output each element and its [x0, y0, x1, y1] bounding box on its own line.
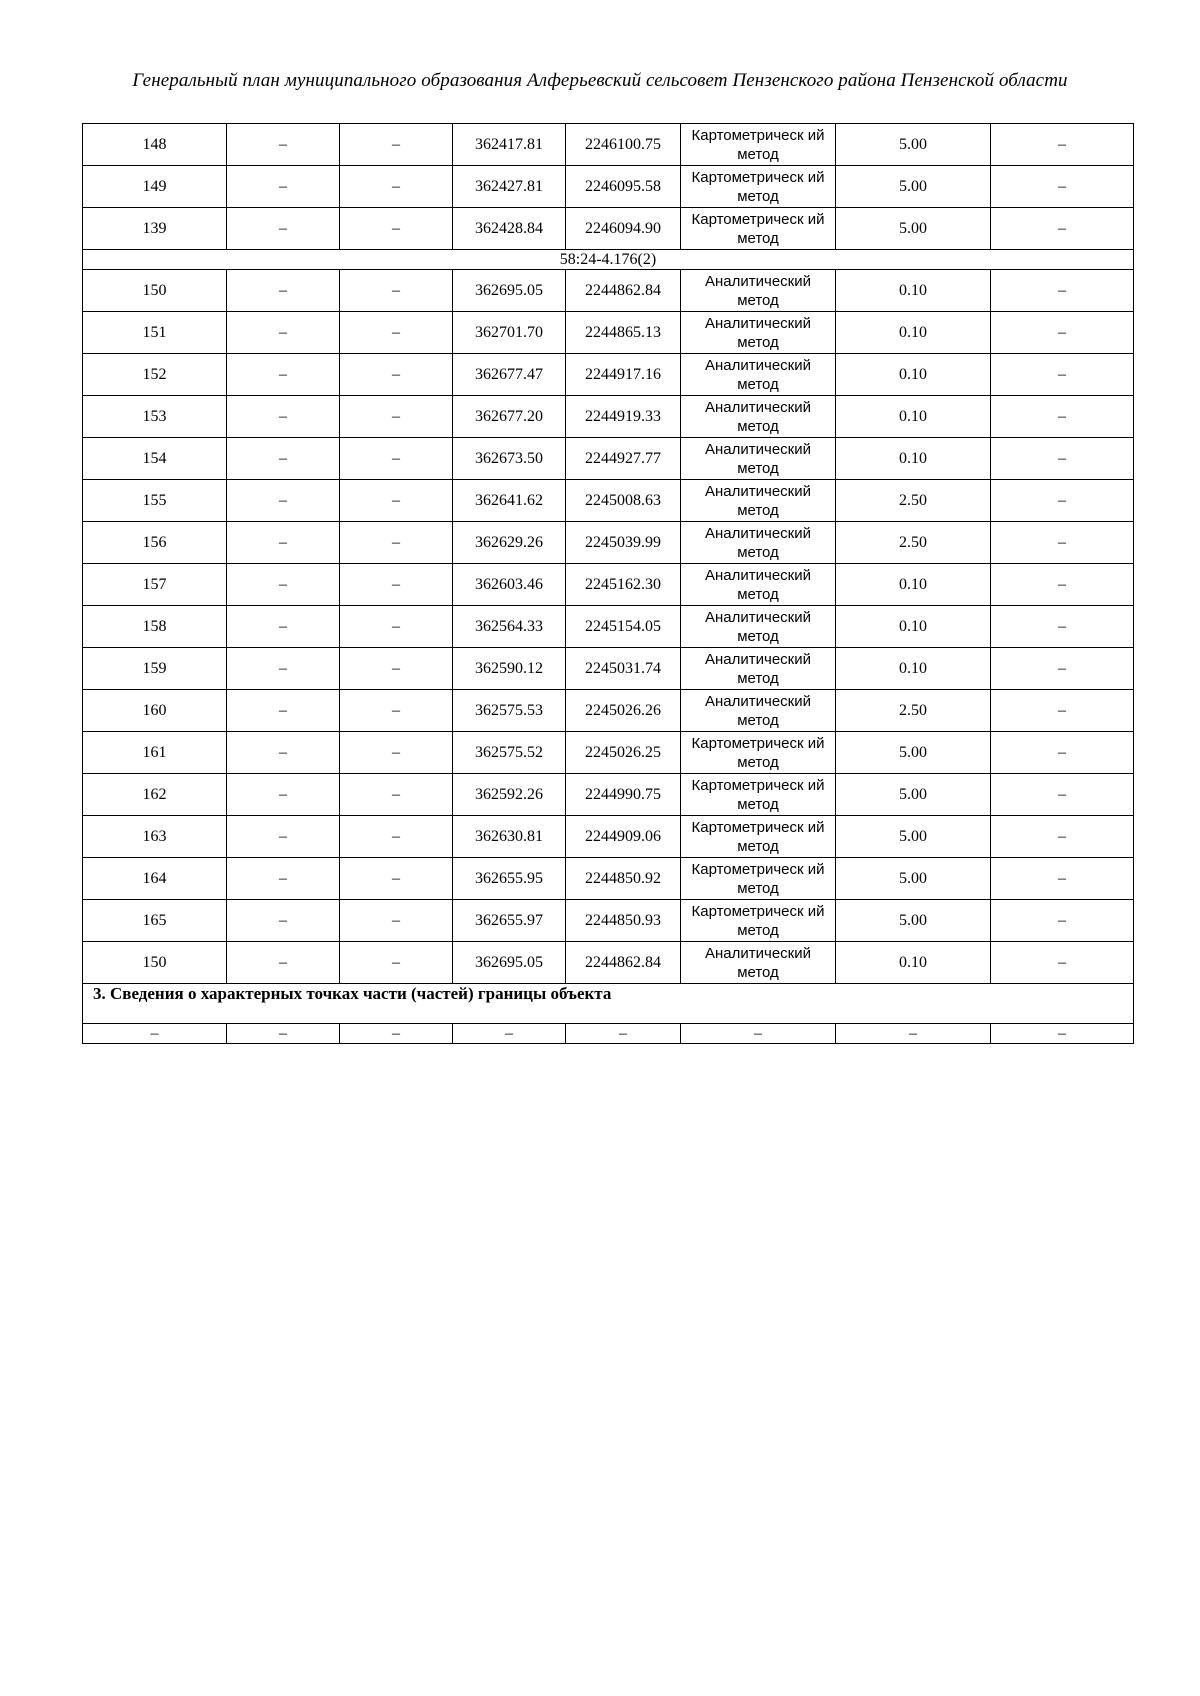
point-number-cell: 161 — [83, 732, 227, 774]
point-number-cell: 165 — [83, 900, 227, 942]
y-coordinate-cell: 2244862.84 — [566, 270, 681, 312]
rows-block-a — [83, 124, 1134, 250]
dash-cell: – — [227, 648, 340, 690]
method-cell: Аналитический метод — [681, 270, 836, 312]
dash-cell: – — [340, 166, 453, 208]
point-number-cell: 157 — [83, 564, 227, 606]
accuracy-cell: 5.00 — [836, 166, 991, 208]
table-row — [83, 606, 1134, 648]
dash-cell: – — [227, 312, 340, 354]
x-coordinate-cell: 362629.26 — [453, 522, 566, 564]
x-coordinate-cell: 362603.46 — [453, 564, 566, 606]
point-number-cell: 162 — [83, 774, 227, 816]
y-coordinate-cell: 2245026.25 — [566, 732, 681, 774]
x-coordinate-cell: 362701.70 — [453, 312, 566, 354]
group-row — [83, 250, 1134, 270]
dash-cell: – — [340, 208, 453, 250]
dash-cell: – — [227, 564, 340, 606]
dash-cell: – — [340, 942, 453, 984]
section-row — [83, 984, 1134, 1024]
table-row — [83, 396, 1134, 438]
y-coordinate-cell: 2245039.99 — [566, 522, 681, 564]
y-coordinate-cell: 2244850.92 — [566, 858, 681, 900]
method-cell: Картометрическ ий метод — [681, 816, 836, 858]
method-cell: Картометрическ ий метод — [681, 166, 836, 208]
table-row — [83, 816, 1134, 858]
table-row — [83, 480, 1134, 522]
dash-cell: – — [991, 942, 1134, 984]
dash-cell: – — [340, 816, 453, 858]
dash-cell: – — [340, 606, 453, 648]
x-coordinate-cell: 362695.05 — [453, 942, 566, 984]
x-coordinate-cell: 362575.53 — [453, 690, 566, 732]
x-coordinate-cell: 362673.50 — [453, 438, 566, 480]
point-number-cell: 151 — [83, 312, 227, 354]
dash-cell: – — [991, 900, 1134, 942]
point-number-cell: 150 — [83, 942, 227, 984]
table-row — [83, 732, 1134, 774]
x-coordinate-cell: 362655.97 — [453, 900, 566, 942]
dash-cell: – — [227, 208, 340, 250]
accuracy-cell: 5.00 — [836, 816, 991, 858]
y-coordinate-cell: 2244862.84 — [566, 942, 681, 984]
dash-cell: – — [991, 480, 1134, 522]
x-coordinate-cell: 362630.81 — [453, 816, 566, 858]
point-number-cell: 154 — [83, 438, 227, 480]
method-cell: Аналитический метод — [681, 396, 836, 438]
point-number-cell: 150 — [83, 270, 227, 312]
dash-cell: – — [340, 438, 453, 480]
table-row — [83, 438, 1134, 480]
y-coordinate-cell: 2244919.33 — [566, 396, 681, 438]
empty-cell: – — [227, 1024, 340, 1044]
table-row — [83, 900, 1134, 942]
accuracy-cell: 0.10 — [836, 312, 991, 354]
y-coordinate-cell: 2246094.90 — [566, 208, 681, 250]
method-cell: Аналитический метод — [681, 312, 836, 354]
empty-cell: – — [566, 1024, 681, 1044]
y-coordinate-cell: 2244909.06 — [566, 816, 681, 858]
rows-block-b — [83, 270, 1134, 984]
empty-cell: – — [453, 1024, 566, 1044]
table-row — [83, 270, 1134, 312]
dash-cell: – — [227, 124, 340, 166]
point-number-cell: 164 — [83, 858, 227, 900]
table-row — [83, 522, 1134, 564]
accuracy-cell: 0.10 — [836, 438, 991, 480]
x-coordinate-cell: 362428.84 — [453, 208, 566, 250]
accuracy-cell: 5.00 — [836, 732, 991, 774]
accuracy-cell: 0.10 — [836, 942, 991, 984]
point-number-cell: 139 — [83, 208, 227, 250]
x-coordinate-cell: 362655.95 — [453, 858, 566, 900]
table-row — [83, 208, 1134, 250]
y-coordinate-cell: 2245008.63 — [566, 480, 681, 522]
dash-cell: – — [227, 354, 340, 396]
accuracy-cell: 0.10 — [836, 354, 991, 396]
accuracy-cell: 0.10 — [836, 606, 991, 648]
point-number-cell: 159 — [83, 648, 227, 690]
y-coordinate-cell: 2246095.58 — [566, 166, 681, 208]
dash-cell: – — [227, 270, 340, 312]
dash-cell: – — [340, 648, 453, 690]
method-cell: Аналитический метод — [681, 606, 836, 648]
dash-cell: – — [991, 564, 1134, 606]
table-row — [83, 774, 1134, 816]
point-number-cell: 163 — [83, 816, 227, 858]
point-number-cell: 152 — [83, 354, 227, 396]
x-coordinate-cell: 362575.52 — [453, 732, 566, 774]
x-coordinate-cell: 362695.05 — [453, 270, 566, 312]
x-coordinate-cell: 362427.81 — [453, 166, 566, 208]
method-cell: Аналитический метод — [681, 690, 836, 732]
dash-cell: – — [227, 816, 340, 858]
dash-cell: – — [991, 312, 1134, 354]
dash-cell: – — [340, 564, 453, 606]
dash-cell: – — [340, 354, 453, 396]
accuracy-cell: 0.10 — [836, 270, 991, 312]
y-coordinate-cell: 2245154.05 — [566, 606, 681, 648]
point-number-cell: 149 — [83, 166, 227, 208]
accuracy-cell: 5.00 — [836, 774, 991, 816]
table-row — [83, 690, 1134, 732]
dash-cell: – — [991, 606, 1134, 648]
empty-cell: – — [83, 1024, 227, 1044]
dash-cell: – — [227, 606, 340, 648]
section-title: 3. Сведения о характерных точках части (частей) границы объекта — [83, 984, 1134, 1024]
accuracy-cell: 0.10 — [836, 396, 991, 438]
dash-cell: – — [227, 858, 340, 900]
method-cell: Картометрическ ий метод — [681, 774, 836, 816]
y-coordinate-cell: 2244865.13 — [566, 312, 681, 354]
accuracy-cell: 5.00 — [836, 208, 991, 250]
method-cell: Аналитический метод — [681, 648, 836, 690]
table-row — [83, 124, 1134, 166]
y-coordinate-cell: 2244850.93 — [566, 900, 681, 942]
point-number-cell: 156 — [83, 522, 227, 564]
x-coordinate-cell: 362417.81 — [453, 124, 566, 166]
method-cell: Аналитический метод — [681, 438, 836, 480]
dash-cell: – — [227, 522, 340, 564]
x-coordinate-cell: 362592.26 — [453, 774, 566, 816]
point-number-cell: 158 — [83, 606, 227, 648]
method-cell: Аналитический метод — [681, 522, 836, 564]
dash-cell: – — [991, 354, 1134, 396]
accuracy-cell: 5.00 — [836, 124, 991, 166]
group-label: 58:24-4.176(2) — [83, 250, 1134, 270]
dash-cell: – — [340, 312, 453, 354]
table-row — [83, 942, 1134, 984]
x-coordinate-cell: 362677.47 — [453, 354, 566, 396]
dash-cell: – — [991, 396, 1134, 438]
dash-cell: – — [340, 396, 453, 438]
point-number-cell: 148 — [83, 124, 227, 166]
y-coordinate-cell: 2245031.74 — [566, 648, 681, 690]
accuracy-cell: 5.00 — [836, 858, 991, 900]
y-coordinate-cell: 2244917.16 — [566, 354, 681, 396]
accuracy-cell: 5.00 — [836, 900, 991, 942]
x-coordinate-cell: 362641.62 — [453, 480, 566, 522]
dash-cell: – — [991, 690, 1134, 732]
table-row — [83, 354, 1134, 396]
method-cell: Картометрическ ий метод — [681, 208, 836, 250]
dash-cell: – — [340, 690, 453, 732]
dash-cell: – — [227, 166, 340, 208]
x-coordinate-cell: 362564.33 — [453, 606, 566, 648]
empty-row — [83, 1024, 1134, 1044]
page-header: Генеральный план муниципального образования Алферьевский сельсовет Пензенского района Пензенской области — [132, 70, 1068, 91]
dash-cell: – — [227, 438, 340, 480]
accuracy-cell: 0.10 — [836, 648, 991, 690]
dash-cell: – — [227, 396, 340, 438]
dash-cell: – — [227, 900, 340, 942]
method-cell: Аналитический метод — [681, 354, 836, 396]
dash-cell: – — [991, 522, 1134, 564]
y-coordinate-cell: 2244990.75 — [566, 774, 681, 816]
dash-cell: – — [227, 942, 340, 984]
method-cell: Картометрическ ий метод — [681, 124, 836, 166]
dash-cell: – — [340, 522, 453, 564]
x-coordinate-cell: 362590.12 — [453, 648, 566, 690]
dash-cell: – — [991, 816, 1134, 858]
method-cell: Аналитический метод — [681, 564, 836, 606]
dash-cell: – — [340, 900, 453, 942]
y-coordinate-cell: 2244927.77 — [566, 438, 681, 480]
y-coordinate-cell: 2246100.75 — [566, 124, 681, 166]
method-cell: Картометрическ ий метод — [681, 858, 836, 900]
method-cell: Аналитический метод — [681, 942, 836, 984]
dash-cell: – — [340, 774, 453, 816]
point-number-cell: 153 — [83, 396, 227, 438]
dash-cell: – — [227, 480, 340, 522]
dash-cell: – — [340, 124, 453, 166]
empty-cell: – — [991, 1024, 1134, 1044]
dash-cell: – — [991, 208, 1134, 250]
dash-cell: – — [991, 774, 1134, 816]
dash-cell: – — [991, 166, 1134, 208]
dash-cell: – — [227, 690, 340, 732]
table-row — [83, 564, 1134, 606]
coordinates-table — [82, 123, 1134, 1044]
method-cell: Картометрическ ий метод — [681, 900, 836, 942]
y-coordinate-cell: 2245026.26 — [566, 690, 681, 732]
method-cell: Картометрическ ий метод — [681, 732, 836, 774]
dash-cell: – — [991, 124, 1134, 166]
empty-cell: – — [340, 1024, 453, 1044]
y-coordinate-cell: 2245162.30 — [566, 564, 681, 606]
accuracy-cell: 2.50 — [836, 522, 991, 564]
dash-cell: – — [227, 732, 340, 774]
empty-cell: – — [681, 1024, 836, 1044]
table-row — [83, 648, 1134, 690]
dash-cell: – — [991, 732, 1134, 774]
dash-cell: – — [991, 858, 1134, 900]
dash-cell: – — [991, 438, 1134, 480]
accuracy-cell: 2.50 — [836, 690, 991, 732]
accuracy-cell: 0.10 — [836, 564, 991, 606]
dash-cell: – — [991, 270, 1134, 312]
method-cell: Аналитический метод — [681, 480, 836, 522]
empty-cell: – — [836, 1024, 991, 1044]
table-row — [83, 858, 1134, 900]
point-number-cell: 160 — [83, 690, 227, 732]
accuracy-cell: 2.50 — [836, 480, 991, 522]
x-coordinate-cell: 362677.20 — [453, 396, 566, 438]
table-row — [83, 166, 1134, 208]
dash-cell: – — [991, 648, 1134, 690]
dash-cell: – — [340, 270, 453, 312]
dash-cell: – — [340, 858, 453, 900]
table-row — [83, 312, 1134, 354]
dash-cell: – — [340, 732, 453, 774]
point-number-cell: 155 — [83, 480, 227, 522]
dash-cell: – — [340, 480, 453, 522]
dash-cell: – — [227, 774, 340, 816]
